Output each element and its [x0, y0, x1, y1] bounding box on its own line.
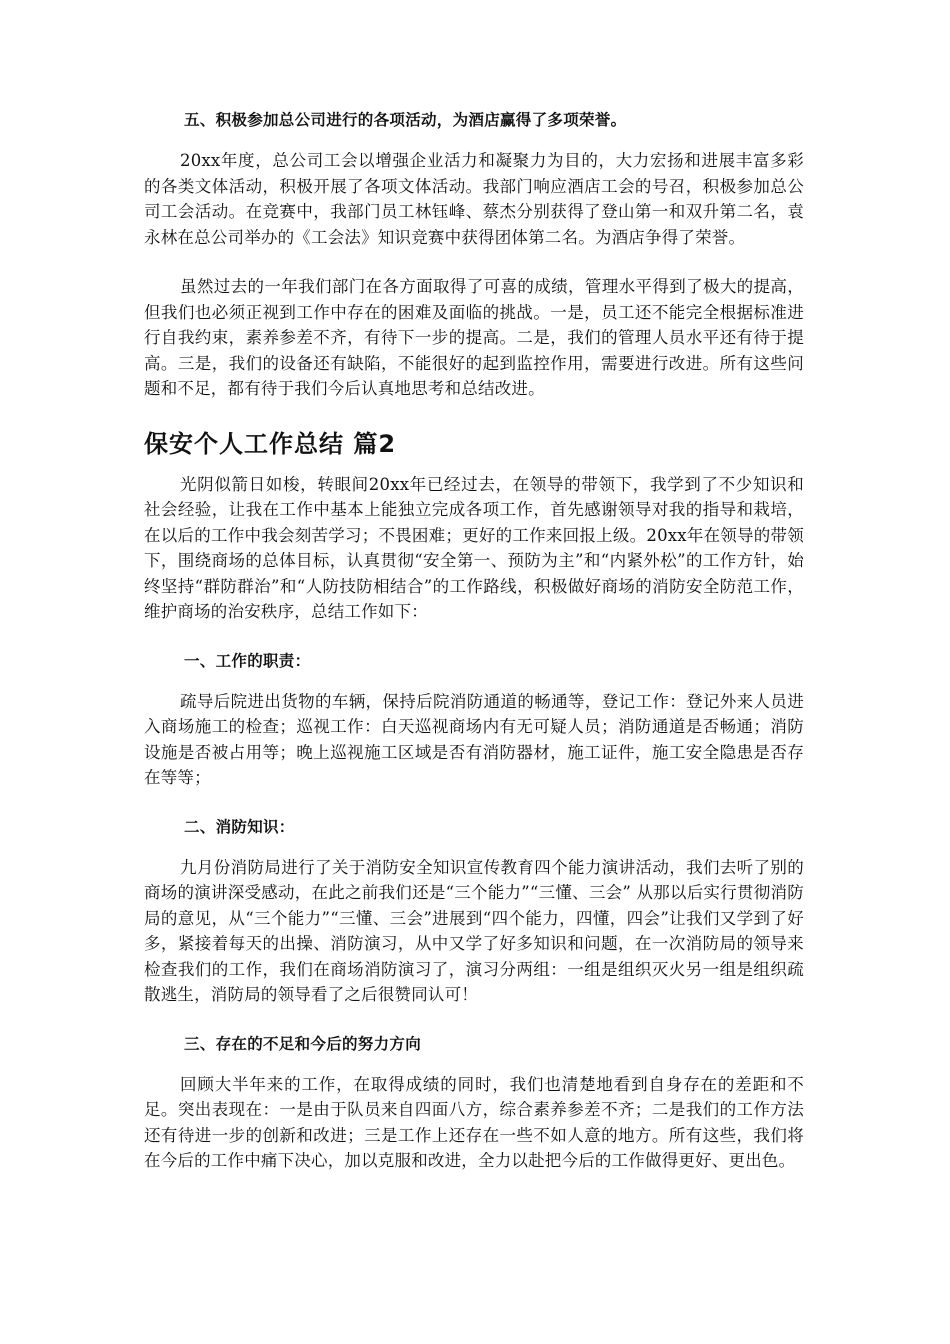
section-heading-2: 二、消防知识：	[184, 817, 295, 836]
section-heading-3: 三、存在的不足和今后的努力方向	[184, 1034, 422, 1053]
article-title: 保安个人工作总结 篇2	[144, 429, 397, 458]
section-heading-1: 一、工作的职责：	[184, 651, 311, 670]
section-heading-5: 五、积极参加总公司进行的各项活动，为酒店赢得了多项荣誉。	[184, 111, 627, 129]
paragraph: 虽然过去的一年我们部门在各方面取得了可喜的成绩，管理水平得到了极大的提高，但我们也必须正视到工作中存在的困难及面临的挑战。一是，员工还不能完全根据标准进行自我约束，素养参差不齐，有待下一步的提高。二是，我们的管理人员水平还有待于提高。三是，我们的设备还有缺陷，不能很好的起到监控作用，需要进行改进。所有这些问题和不足，都有待于我们今后认真地思考和总结改进。	[144, 277, 804, 398]
paragraph: 20xx年度，总公司工会以增强企业活力和凝聚力为目的，大力宏扬和进展丰富多彩的各类文体活动，积极开展了各项文体活动。我部门响应酒店工会的号召，积极参加总公司工会活动。在竞赛中，我部门员工林钰峰、蔡杰分别获得了登山第一和双升第二名，袁永林在总公司举办的《工会法》知识竞赛中获得团体第二名。为酒店争得了荣誉。	[144, 151, 804, 247]
paragraph: 疏导后院进出货物的车辆，保持后院消防通道的畅通等，登记工作：登记外来人员进入商场施工的检查；巡视工作：白天巡视商场内有无可疑人员；消防通道是否畅通；消防设施是否被占用等；晚上巡视施工区域是否有消防器材，施工证件，施工安全隐患是否存在等等；	[144, 691, 804, 787]
paragraph: 回顾大半年来的工作，在取得成绩的同时，我们也清楚地看到自身存在的差距和不足。突出表现在：一是由于队员来自四面八方，综合素养参差不齐；二是我们的工作方法还有待进一步的创新和改进；三是工作上还存在一些不如人意的地方。所有这些，我们将在今后的工作中痛下决心，加以克服和改进，全力以赴把今后的工作做得更好、更出色。	[144, 1074, 804, 1170]
document-page	[144, 108, 804, 1198]
paragraph: 九月份消防局进行了关于消防安全知识宣传教育四个能力演讲活动，我们去听了别的商场的演讲深受感动，在此之前我们还是“三个能力”“三懂、三会” 从那以后实行贯彻消防局的意见，从“三个能力”“三懂、三会”进展到“四个能力，四懂，四会”让我们又学到了好多，紧接着每天的出操、消防演习，从中又学了好多知识和问题，在一次消防局的领导来检查我们的工作，我们在商场消防演习了，演习分两组：一组是组织灭火另一组是组织疏散逃生，消防局的领导看了之后很赞同认可！	[144, 857, 804, 1004]
paragraph: 光阴似箭日如梭，转眼间20xx年已经过去，在领导的带领下，我学到了不少知识和社会经验，让我在工作中基本上能独立完成各项工作，首先感谢领导对我的指导和栽培，在以后的工作中我会刻苦学习；不畏困难；更好的工作来回报上级。20xx年在领导的带领下，围绕商场的总体目标，认真贯彻“安全第一、预防为主”和“内紧外松”的工作方针，始终坚持“群防群治”和“人防技防相结合”的工作路线，积极做好商场的消防安全防范工作，维护商场的治安秩序，总结工作如下：	[144, 474, 804, 621]
